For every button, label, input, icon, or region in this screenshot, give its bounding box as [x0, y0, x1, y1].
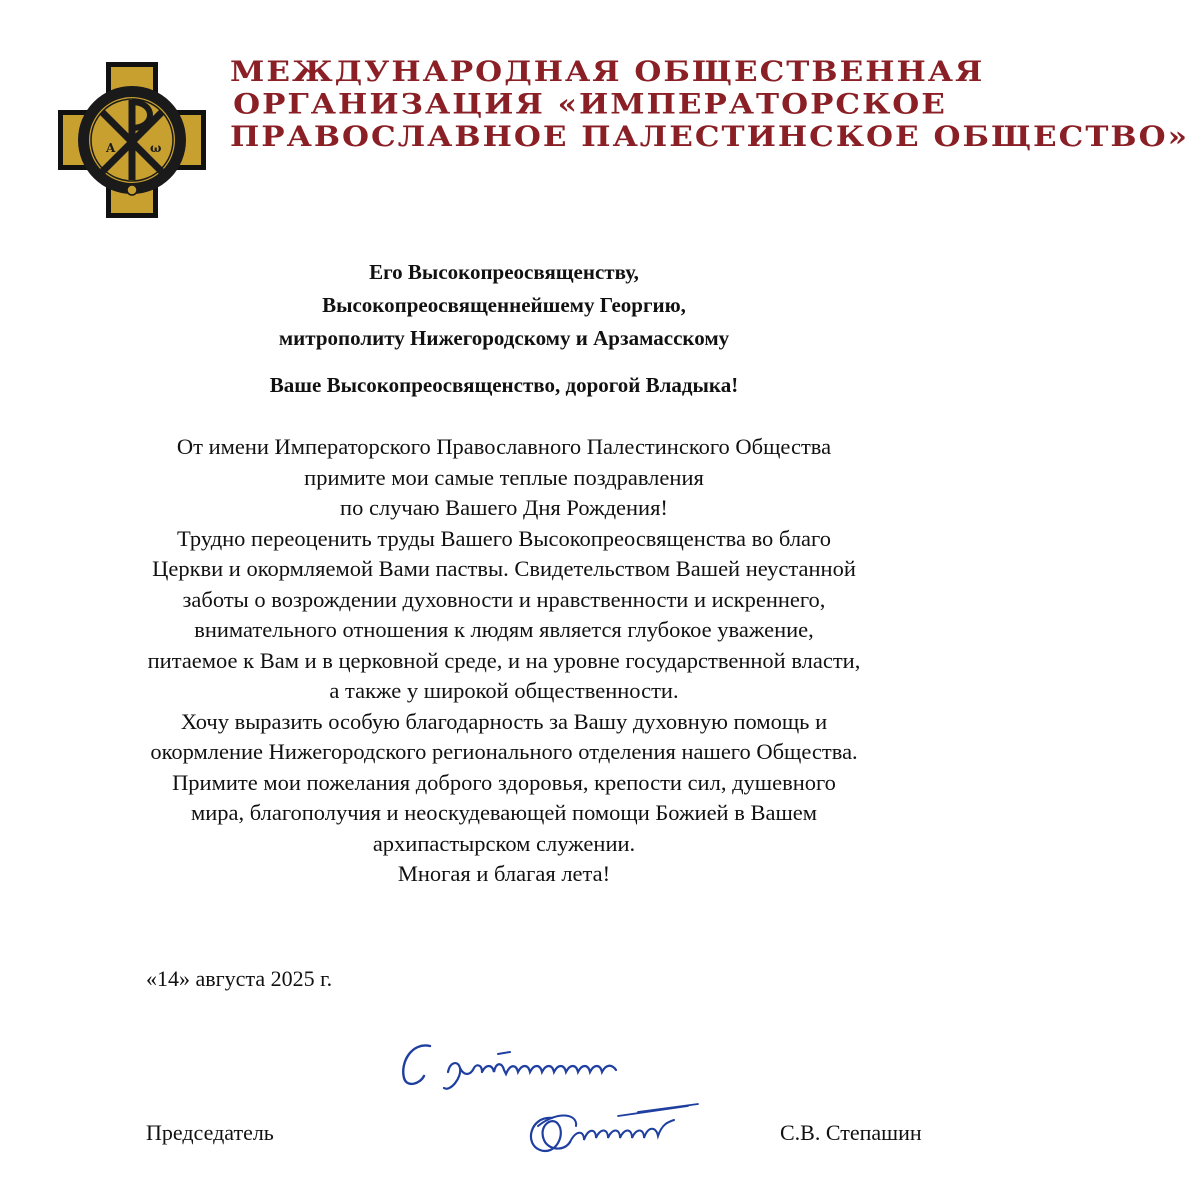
body-line: заботы о возрождении духовности и нравственности и искреннего,	[182, 586, 826, 612]
body-line: питаемое к Вам и в церковной среде, и на уровне государственной власти,	[147, 647, 861, 673]
chi-rho-cross-emblem-icon	[56, 60, 208, 220]
org-title-line: МЕЖДУНАРОДНАЯ ОБЩЕСТВЕННАЯ	[230, 56, 985, 89]
organization-title	[230, 56, 1189, 154]
signer-title: Председатель	[146, 1120, 274, 1145]
letter-date: «14» августа 2025 г.	[146, 966, 333, 991]
body-line: мира, благополучия и неоскудевающей помощи Божией в Вашем	[190, 800, 818, 825]
addressee-line: митрополиту Нижегородскому и Арзамасскому	[278, 326, 730, 350]
svg-text:ω: ω	[150, 141, 162, 155]
letter-body	[0, 432, 1008, 890]
handwritten-signature-icon	[518, 1096, 708, 1162]
signer-name: С.В. Степашин	[780, 1120, 922, 1145]
body-line: окормление Нижегородского регионального отделения нашего Общества.	[150, 739, 858, 764]
body-line: Многая и благая лета!	[397, 861, 611, 886]
body-line: а также у широкой общественности.	[329, 678, 679, 703]
body-line: От имени Императорского Православного Палестинского Общества	[176, 434, 832, 459]
body-line: Хочу выразить особую благодарность за Вашу духовную помощь и	[180, 708, 828, 734]
body-line: архипастырском служении.	[372, 830, 636, 856]
handwritten-closing-icon	[390, 1032, 650, 1096]
org-title-line: ОРГАНИЗАЦИЯ «ИМПЕРАТОРСКОЕ	[233, 88, 947, 121]
addressee-block	[0, 256, 1008, 355]
body-line: внимательного отношения к людям является глубокое уважение,	[194, 617, 814, 642]
body-line: Церкви и окормляемой Вами паствы. Свидетельством Вашей неустанной	[152, 556, 856, 581]
letterhead	[0, 0, 1189, 230]
addressee-line: Его Высокопреосвященству,	[369, 260, 639, 284]
svg-text:A: A	[106, 141, 116, 155]
addressee-line: Высокопреосвященнейшему Георгию,	[322, 293, 686, 317]
salutation: Ваше Высокопреосвященство, дорогой Владыка!	[269, 373, 739, 397]
body-line: Примите мои пожелания доброго здоровья, крепости сил, душевного	[172, 769, 836, 795]
body-line: по случаю Вашего Дня Рождения!	[340, 495, 668, 520]
body-line: Трудно переоценить труды Вашего Высокопреосвященства во благо	[177, 525, 831, 551]
body-line: примите мои самые теплые поздравления	[304, 464, 704, 490]
org-title-line: ПРАВОСЛАВНОЕ ПАЛЕСТИНСКОЕ ОБЩЕСТВО»	[230, 120, 1189, 154]
